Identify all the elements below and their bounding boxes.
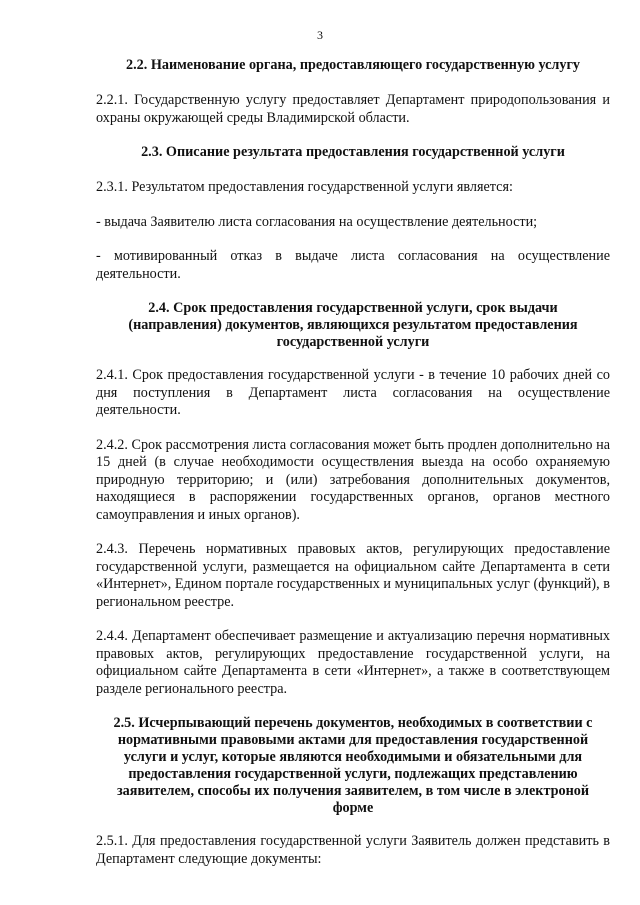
heading-2-2: 2.2. Наименование органа, предоставляющего государственную услугу <box>125 57 581 73</box>
heading-2-4: 2.4. Срок предоставления государственной услуги, срок выдачи (направления) документов, являющихся результатом предоставления государственной услуги <box>128 300 578 350</box>
paragraph-2-3-item-2: - мотивированный отказ в выдаче листа согласования на осуществление деятельности. <box>96 248 610 282</box>
heading-2-3: 2.3. Описание результата предоставления государственной услуги <box>141 144 565 160</box>
page-number: 3 <box>317 28 323 42</box>
paragraph-2-4-1: 2.4.1. Срок предоставления государственной услуги - в течение 10 рабочих дней со дня поступления в Департамент листа согласования на осуществление деятельности. <box>96 367 610 418</box>
paragraph-2-4-3: 2.4.3. Перечень нормативных правовых актов, регулирующих предоставление государственной услуги, размещается на официальном сайте Департамента в сети «Интернет», Едином портале государственных и муниципальных услуг (функций), в региональном реестре. <box>96 541 610 610</box>
paragraph-2-5-1: 2.5.1. Для предоставления государственной услуги Заявитель должен представить в Департамент следующие документы: <box>96 833 610 867</box>
paragraph-2-4-2: 2.4.2. Срок рассмотрения листа согласования может быть продлен дополнительно на 15 дней (в случае необходимости осуществления выезда на особо охраняемую природную территорию; и (или) затребования дополнительных документов, находящиеся в распоряжении государственных органов, органов местного самоуправления и иных органов). <box>96 436 610 523</box>
heading-2-5: 2.5. Исчерпывающий перечень документов, необходимых в соответствии с нормативными правовыми актами для предоставления государственной услуги и услуг, которые являются необходимыми и обязательными для предоставления государственной услуги, подлежащих представлению заявителем, способы их получения заявителем, в том числе в электроной форме <box>113 715 593 816</box>
paragraph-2-3-item-1: - выдача Заявителю листа согласования на осуществление деятельности; <box>96 213 538 230</box>
paragraph-2-3-1: 2.3.1. Результатом предоставления государственной услуги является: <box>96 179 513 195</box>
paragraph-2-2-1: 2.2.1. Государственную услугу предоставляет Департамент природопользования и охраны окружающей среды Владимирской области. <box>96 92 610 126</box>
paragraph-2-4-4: 2.4.4. Департамент обеспечивает размещение и актуализацию перечня нормативных правовых актов, регулирующих предоставление государственной услуги, на официальном сайте Департамента в сети «Интернет», а также в соответствующем разделе регионального реестра. <box>96 628 610 697</box>
